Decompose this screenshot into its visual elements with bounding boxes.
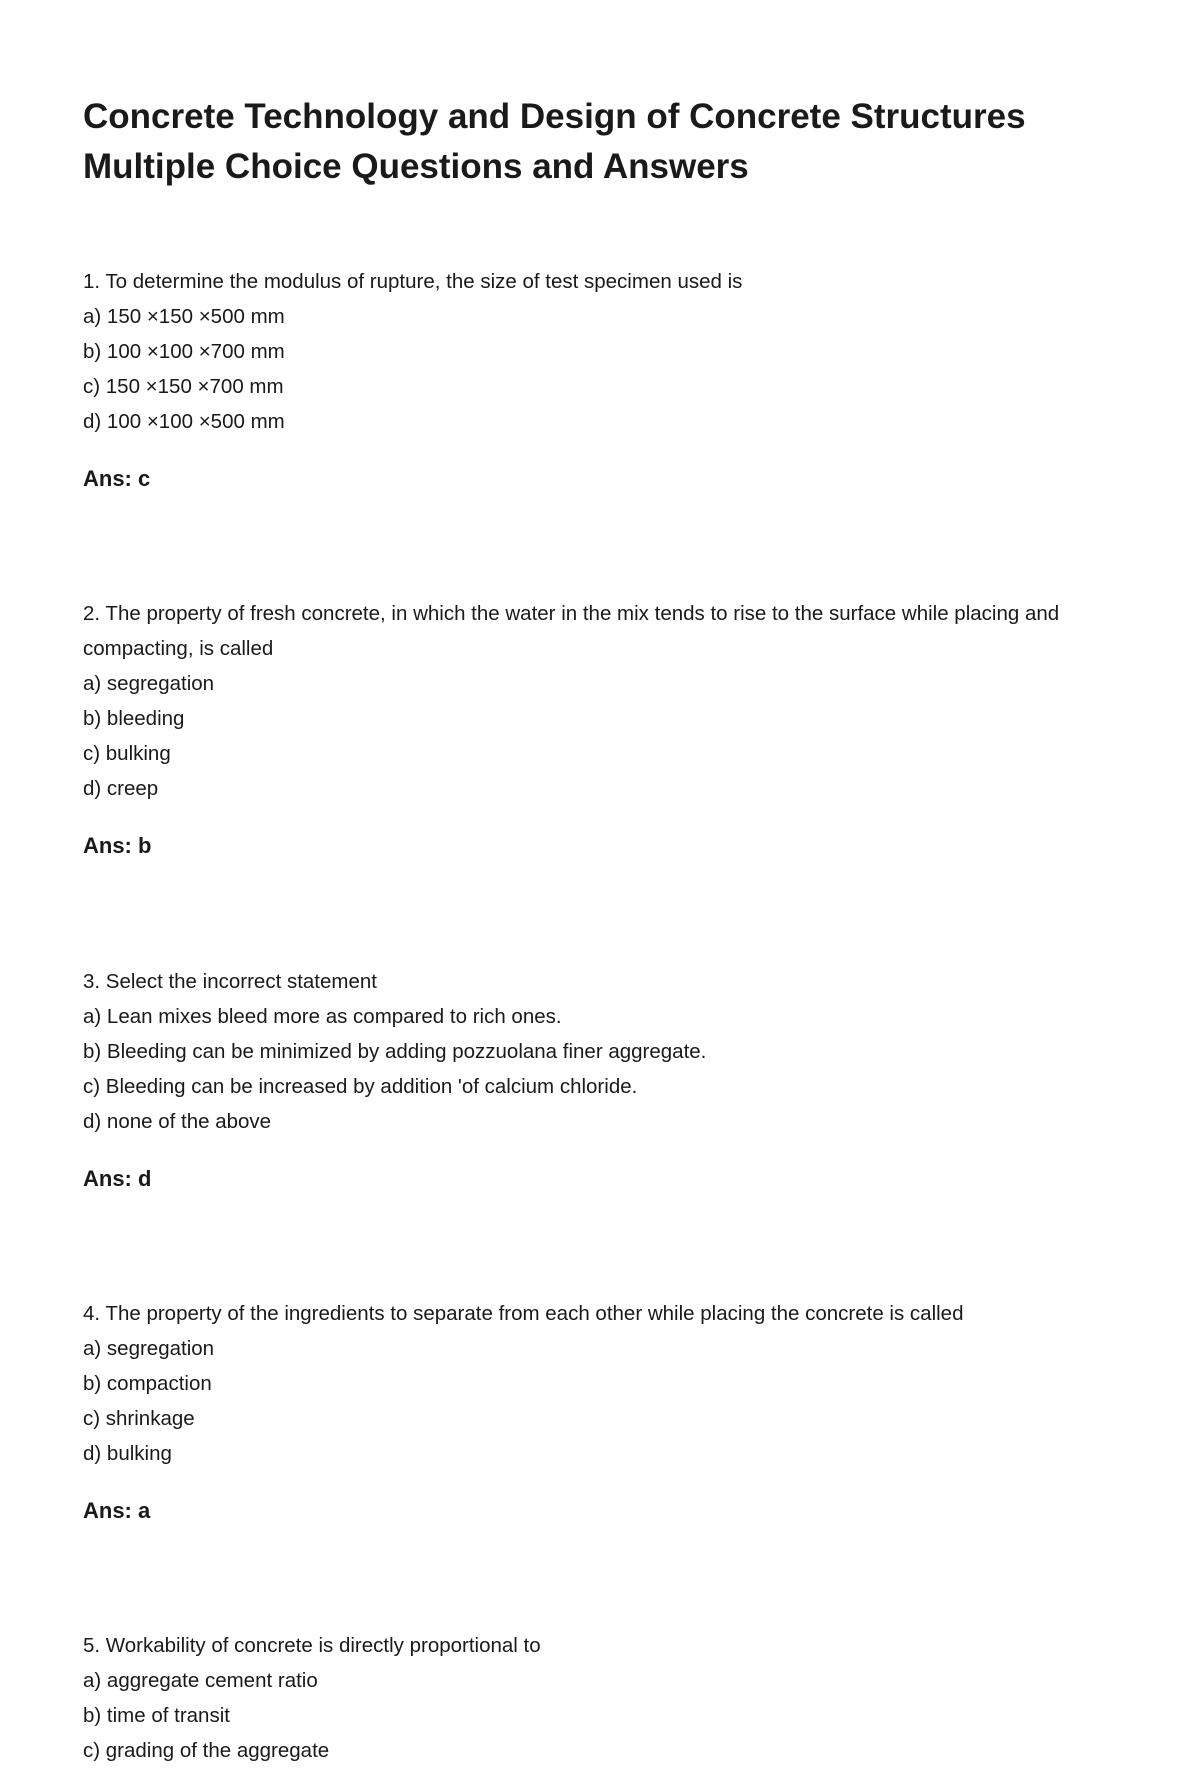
option-b: b) time of transit: [83, 1704, 230, 1727]
answer-text: Ans: b: [83, 833, 152, 858]
option-c: c) bulking: [83, 742, 171, 765]
option-c: c) grading of the aggregate: [83, 1739, 330, 1762]
option-d: d) creep: [83, 777, 159, 800]
question-text: 4. The property of the ingredients to separate from each other while placing the concrete is called: [83, 1302, 964, 1325]
question-text: 1. To determine the modulus of rupture, the size of test specimen used is: [83, 270, 743, 293]
option-b: b) bleeding: [83, 707, 185, 730]
question-4: [83, 1296, 1123, 1526]
option-a: a) segregation: [83, 1337, 215, 1360]
option-a: a) aggregate cement ratio: [83, 1669, 318, 1692]
question-2: [83, 596, 1123, 861]
question-text: 5. Workability of concrete is directly proportional to: [83, 1634, 541, 1657]
document-title: [83, 92, 1123, 192]
title-line-1: Concrete Technology and Design of Concrete Structures: [83, 97, 1026, 136]
option-b: b) 100 ×100 ×700 mm: [83, 340, 285, 363]
title-line-2: Multiple Choice Questions and Answers: [83, 147, 749, 186]
option-d: d) none of the above: [83, 1110, 272, 1133]
option-a: a) Lean mixes bleed more as compared to rich ones.: [83, 1005, 562, 1028]
document-page: [83, 92, 1123, 1768]
question-1: [83, 264, 1123, 494]
answer-text: Ans: a: [83, 1498, 151, 1523]
option-c: c) Bleeding can be increased by addition 'of calcium chloride.: [83, 1075, 638, 1098]
answer-text: Ans: d: [83, 1166, 152, 1191]
question-list: [83, 264, 1123, 1768]
question-3: [83, 964, 1123, 1194]
option-b: b) Bleeding can be minimized by adding pozzuolana finer aggregate.: [83, 1040, 707, 1063]
option-d: d) 100 ×100 ×500 mm: [83, 410, 285, 433]
question-text: 3. Select the incorrect statement: [83, 970, 377, 993]
option-b: b) compaction: [83, 1372, 212, 1395]
option-c: c) shrinkage: [83, 1407, 195, 1430]
option-d: d) bulking: [83, 1442, 172, 1465]
question-text: 2. The property of fresh concrete, in which the water in the mix tends to rise to the surface while placing and compacting, is called: [83, 602, 1060, 660]
option-a: a) segregation: [83, 672, 215, 695]
option-a: a) 150 ×150 ×500 mm: [83, 305, 285, 328]
answer-text: Ans: c: [83, 466, 151, 491]
question-5: [83, 1628, 1123, 1768]
option-c: c) 150 ×150 ×700 mm: [83, 375, 284, 398]
